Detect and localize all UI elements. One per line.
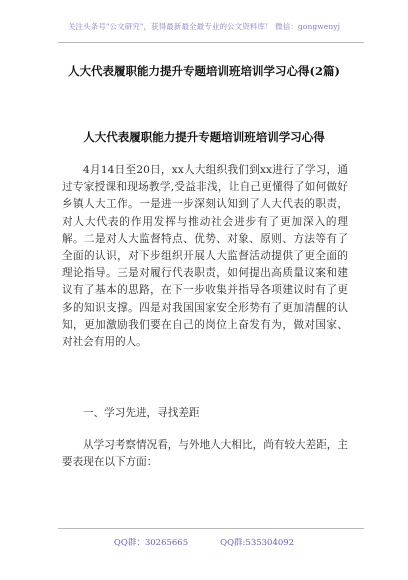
- footer-qq-group-2: QQ群:535304092: [220, 538, 295, 548]
- document-title: 人大代表履职能力提升专题培训班培训学习心得(2篇): [68, 64, 340, 78]
- header-divider: [58, 42, 364, 43]
- paragraph-gap-analysis: 从学习考察情况看，与外地人大相比，尚有较大差距，主要表现在以下方面：: [62, 439, 348, 469]
- heading-learn-advanced: 一、学习先进，寻找差距: [83, 407, 200, 419]
- footer-divider: [58, 528, 364, 529]
- footer: [0, 536, 408, 548]
- header-banner: 关注头条号"公文研究"，获得最新最全最专业的公文资料库！ 微信：gongwenyj: [67, 22, 341, 31]
- section-title: 人大代表履职能力提升专题培训班培训学习心得: [83, 130, 325, 144]
- footer-qq-group-1: QQ群：30265665: [113, 538, 189, 548]
- paragraph-intro: 4月14日至20日，xx人大组织我们到xx进行了学习，通过专家授课和现场教学,受益非浅，让自己更懂得了如何做好乡镇人大工作。一是进一步深刻认知到了人大代表的职责，对人大代表的作用发挥与推动社会进步有了更加深入的理解。二是对人大监督特点、优势、对象、原则、方法等有了全面的认识，对下步组织开展人大监督活动提供了更全面的理论指导。三是对履行代表职责，如何提出高质量议案和建议有了基本的思路，在下一步收集并指导各项建议时有了更多的知识支撑。四是对我国国家安全形势有了更加清醒的认知，更加激励我们要在自己的岗位上奋发有为，做对国家、对社会有用的人。: [62, 164, 348, 349]
